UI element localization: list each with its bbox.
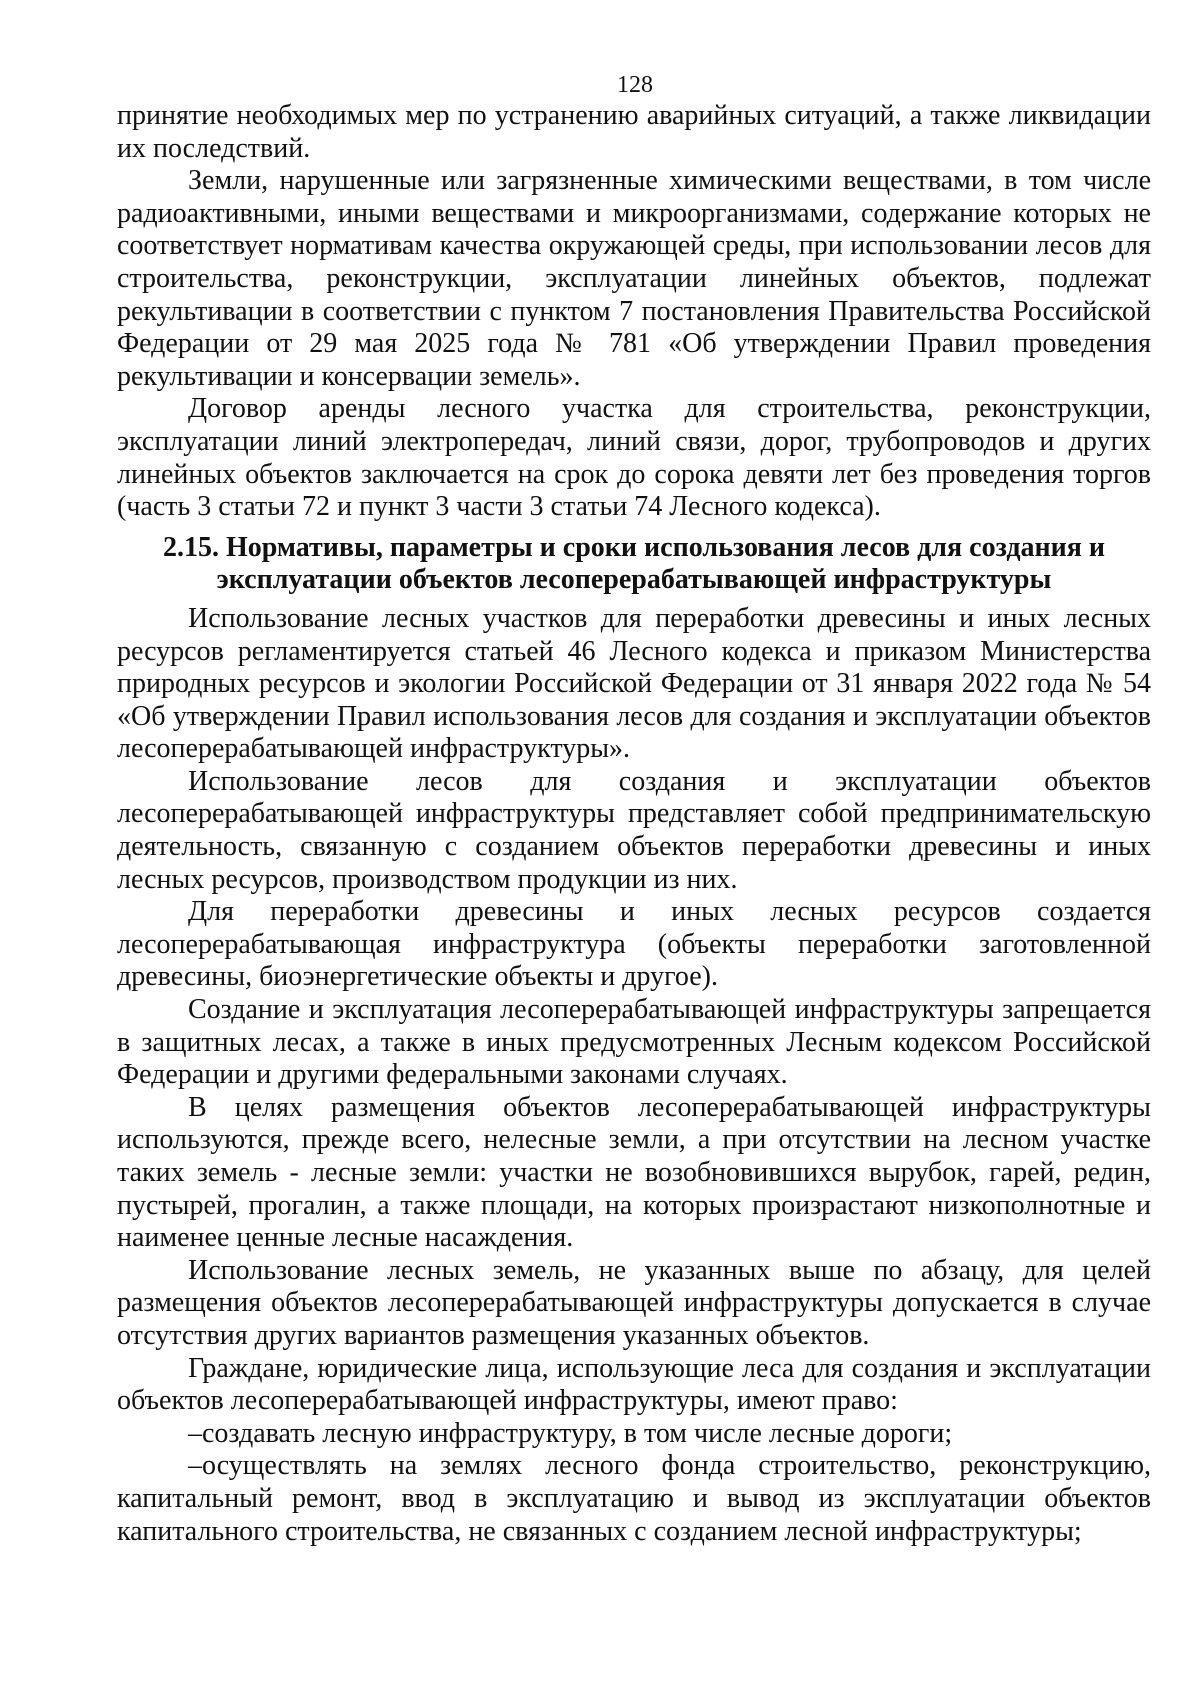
- paragraph: В целях размещения объектов лесоперерабатывающей инфраструктуры используются, прежде всего, нелесные земли, а при отсутствии на лесном участке таких земель - лесные земли: участки не возобновившихся вырубок, гарей, редин, пустырей, прогалин, а также площади, на которых произрастают низкополнотные и наименее ценные лесные насаждения.: [117, 1091, 1151, 1254]
- paragraph: Создание и эксплуатация лесоперерабатывающей инфраструктуры запрещается в защитных лесах, а также в иных предусмотренных Лесным кодексом Российской Федерации и другими федеральными законами случаях.: [117, 994, 1151, 1091]
- page-number: 128: [617, 72, 653, 98]
- list-item: –создавать лесную инфраструктуру, в том числе лесные дороги;: [188, 1417, 953, 1449]
- paragraph: Договор аренды лесного участка для строительства, реконструкции, эксплуатации линий электропередач, линий связи, дорог, трубопроводов и других линейных объектов заключается на срок до сорока девяти лет без проведения торгов (часть 3 статьи 72 и пункт 3 части 3 статьи 74 Лесного кодекса).: [117, 393, 1151, 523]
- section-heading-line: эксплуатации объектов лесоперерабатывающей инфраструктуры: [216, 564, 1052, 596]
- section-heading: [117, 532, 1151, 597]
- paragraph: Использование лесов для создания и эксплуатации объектов лесоперерабатывающей инфраструктуры представляет собой предпринимательскую деятельность, связанную с созданием объектов переработки древесины и иных лесных ресурсов, производством продукции из них.: [117, 765, 1151, 895]
- document-body: [117, 100, 1151, 1548]
- section-heading-line: 2.15. Нормативы, параметры и сроки использования лесов для создания и: [162, 531, 1106, 563]
- list-item: –осуществлять на землях лесного фонда строительство, реконструкцию, капитальный ремонт, ввод в эксплуатацию и вывод из эксплуатации объектов капитального строительства, не связанных с созданием лесной инфраструктуры;: [117, 1450, 1151, 1547]
- paragraph: Земли, нарушенные или загрязненные химическими веществами, в том числе радиоактивными, иными веществами и микроорганизмами, содержание которых не соответствует нормативам качества окружающей среды, при использовании лесов для строительства, реконструкции, эксплуатации линейных объектов, подлежат рекультивации в соответствии с пунктом 7 постановления Правительства Российской Федерации от 29 мая 2025 года № 781 «Об утверждении Правил проведения рекультивации и консервации земель».: [117, 165, 1151, 392]
- paragraph: Для переработки древесины и иных лесных ресурсов создается лесоперерабатывающая инфраструктура (объекты переработки заготовленной древесины, биоэнергетические объекты и другое).: [117, 896, 1151, 993]
- paragraph: принятие необходимых мер по устранению аварийных ситуаций, а также ликвидации их последствий.: [117, 100, 1151, 164]
- paragraph: Использование лесных участков для переработки древесины и иных лесных ресурсов регламентируется статьей 46 Лесного кодекса и приказом Министерства природных ресурсов и экологии Российской Федерации от 31 января 2022 года № 54 «Об утверждении Правил использования лесов для создания и эксплуатации объектов лесоперерабатывающей инфраструктуры».: [117, 602, 1151, 765]
- paragraph: Использование лесных земель, не указанных выше по абзацу, для целей размещения объектов лесоперерабатывающей инфраструктуры допускается в случае отсутствия других вариантов размещения указанных объектов.: [117, 1254, 1151, 1351]
- paragraph: Граждане, юридические лица, использующие леса для создания и эксплуатации объектов лесоперерабатывающей инфраструктуры, имеют право:: [117, 1352, 1151, 1417]
